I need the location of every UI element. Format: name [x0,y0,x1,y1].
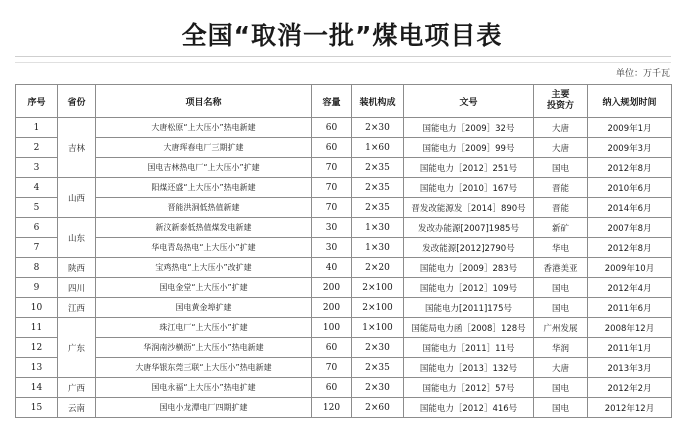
cell-units: 2×30 [352,118,404,138]
cell-capacity: 100 [312,318,352,338]
cell-investor: 新矿 [534,218,588,238]
header-document-no: 文号 [404,85,534,118]
cell-investor: 香港美亚 [534,258,588,278]
table-row [16,398,672,418]
table-row [16,238,672,258]
cell-document-no: 国能电力［2012］251号 [404,158,534,178]
cell-planning-time: 2012年8月 [588,158,672,178]
cell-capacity: 30 [312,238,352,258]
table-row [16,158,672,178]
cell-no: 15 [16,398,58,418]
cell-units: 1×60 [352,138,404,158]
cell-document-no: 国能电力［2012］57号 [404,378,534,398]
cell-project-name: 宝鸡热电“上大压小”改扩建 [96,258,312,278]
cell-investor: 华润 [534,338,588,358]
header-project-name: 项目名称 [96,85,312,118]
cell-planning-time: 2009年10月 [588,258,672,278]
header-units: 装机构成 [352,85,404,118]
cell-project-name: 大唐珲春电厂三期扩建 [96,138,312,158]
cell-document-no: 国能电力［2010］167号 [404,178,534,198]
table-row [16,338,672,358]
header-planning-time: 纳入规划时间 [588,85,672,118]
cell-planning-time: 2008年12月 [588,318,672,338]
cell-units: 1×30 [352,238,404,258]
cell-project-name: 国电金堂“上大压小”扩建 [96,278,312,298]
cell-planning-time: 2012年8月 [588,238,672,258]
cell-capacity: 60 [312,378,352,398]
cell-planning-time: 2007年8月 [588,218,672,238]
cell-province: 山东 [58,218,96,258]
cell-units: 2×20 [352,258,404,278]
table-row [16,258,672,278]
cell-investor: 晋能 [534,178,588,198]
cell-units: 2×35 [352,178,404,198]
divider [15,62,671,63]
table-row [16,218,672,238]
header-capacity: 容量 [312,85,352,118]
cell-investor: 大唐 [534,358,588,378]
cell-capacity: 120 [312,398,352,418]
cell-document-no: 国能电力[2011]175号 [404,298,534,318]
cell-capacity: 60 [312,338,352,358]
cell-project-name: 大唐华银东莞三联“上大压小”热电新建 [96,358,312,378]
table-row [16,298,672,318]
cell-document-no: 发改办能源[2007]1985号 [404,218,534,238]
cell-no: 11 [16,318,58,338]
cell-capacity: 60 [312,138,352,158]
cell-planning-time: 2011年6月 [588,298,672,318]
cell-no: 2 [16,138,58,158]
cell-capacity: 30 [312,218,352,238]
table-row [16,178,672,198]
table-row [16,378,672,398]
cell-units: 2×100 [352,278,404,298]
cell-units: 2×35 [352,158,404,178]
cell-no: 1 [16,118,58,138]
cell-document-no: 国能电力［2013］132号 [404,358,534,378]
cell-planning-time: 2012年4月 [588,278,672,298]
cell-units: 2×30 [352,338,404,358]
header-province: 省份 [58,85,96,118]
cell-capacity: 60 [312,118,352,138]
cell-units: 1×100 [352,318,404,338]
cell-document-no: 发改能源[2012]2790号 [404,238,534,258]
cell-planning-time: 2010年6月 [588,178,672,198]
cell-no: 13 [16,358,58,378]
cell-document-no: 国能局电力函［2008］128号 [404,318,534,338]
cell-province: 陕西 [58,258,96,278]
cell-province: 四川 [58,278,96,298]
table-row [16,318,672,338]
header-investor: 主要 投资方 [534,85,588,118]
cell-no: 14 [16,378,58,398]
cell-project-name: 国电永福“上大压小”热电扩建 [96,378,312,398]
cell-no: 8 [16,258,58,278]
cell-no: 5 [16,198,58,218]
table-row [16,278,672,298]
cell-planning-time: 2009年3月 [588,138,672,158]
cell-planning-time: 2012年2月 [588,378,672,398]
divider [15,56,671,57]
cell-planning-time: 2011年1月 [588,338,672,358]
cell-capacity: 200 [312,298,352,318]
cell-investor: 国电 [534,378,588,398]
cell-province: 广西 [58,378,96,398]
cell-units: 2×60 [352,398,404,418]
cell-document-no: 晋发改能源发［2014］890号 [404,198,534,218]
cell-investor: 国电 [534,278,588,298]
cell-capacity: 200 [312,278,352,298]
cell-document-no: 国能电力［2009］99号 [404,138,534,158]
cell-units: 2×35 [352,358,404,378]
cell-investor: 国电 [534,298,588,318]
cell-province: 江西 [58,298,96,318]
cell-units: 2×35 [352,198,404,218]
cell-capacity: 70 [312,158,352,178]
cell-no: 7 [16,238,58,258]
coal-power-projects-table [15,84,672,418]
cell-investor: 广州发展 [534,318,588,338]
cell-investor: 晋能 [534,198,588,218]
cell-investor: 国电 [534,398,588,418]
cell-province: 吉林 [58,118,96,178]
table-row [16,198,672,218]
cell-project-name: 新汶新泰低热值煤发电新建 [96,218,312,238]
cell-no: 3 [16,158,58,178]
cell-province: 广东 [58,318,96,378]
cell-investor: 大唐 [534,138,588,158]
cell-project-name: 珠江电厂“上大压小”扩建 [96,318,312,338]
cell-units: 2×30 [352,378,404,398]
cell-no: 9 [16,278,58,298]
cell-province: 山西 [58,178,96,218]
cell-province: 云南 [58,398,96,418]
cell-project-name: 大唐松原“上大压小”热电新建 [96,118,312,138]
cell-no: 12 [16,338,58,358]
cell-document-no: 国能电力［2009］283号 [404,258,534,278]
cell-planning-time: 2012年12月 [588,398,672,418]
cell-units: 1×30 [352,218,404,238]
cell-planning-time: 2013年3月 [588,358,672,378]
cell-investor: 华电 [534,238,588,258]
cell-units: 2×100 [352,298,404,318]
cell-project-name: 晋能洪洞低热值新建 [96,198,312,218]
cell-project-name: 国电吉林热电厂“上大压小”扩建 [96,158,312,178]
table-row [16,118,672,138]
cell-no: 6 [16,218,58,238]
header-no: 序号 [16,85,58,118]
cell-no: 4 [16,178,58,198]
table-row [16,358,672,378]
cell-document-no: 国能电力［2012］109号 [404,278,534,298]
cell-planning-time: 2009年1月 [588,118,672,138]
page-title: 全国“取消一批”煤电项目表 [181,21,503,50]
unit-label: 单位：万千瓦 [615,69,670,79]
cell-document-no: 国能电力［2011］11号 [404,338,534,358]
cell-project-name: 华润南沙横沥“上大压小”热电新建 [96,338,312,358]
cell-no: 10 [16,298,58,318]
cell-investor: 大唐 [534,118,588,138]
cell-project-name: 国电小龙潭电厂四期扩建 [96,398,312,418]
cell-capacity: 70 [312,178,352,198]
cell-capacity: 70 [312,198,352,218]
cell-document-no: 国能电力［2012］416号 [404,398,534,418]
cell-project-name: 国电黄金埠扩建 [96,298,312,318]
cell-project-name: 阳煤还盛“上大压小”热电新建 [96,178,312,198]
table-row [16,138,672,158]
table-header-row [16,85,672,118]
cell-investor: 国电 [534,158,588,178]
cell-project-name: 华电青岛热电“上大压小”扩建 [96,238,312,258]
cell-planning-time: 2014年6月 [588,198,672,218]
cell-capacity: 40 [312,258,352,278]
cell-capacity: 70 [312,358,352,378]
cell-document-no: 国能电力［2009］32号 [404,118,534,138]
